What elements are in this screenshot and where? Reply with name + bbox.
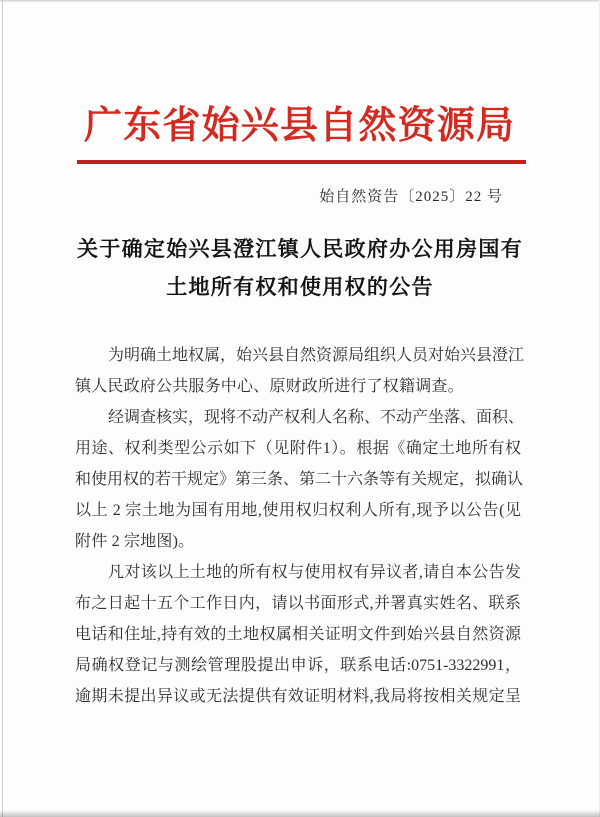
body-line: 逾期未提出异议或无法提供有效证明材料,我局将按相关规定呈	[75, 688, 521, 705]
announcement-title-line2: 土地所有权和使用权的公告	[166, 275, 434, 299]
scan-edge-left	[2, 0, 3, 817]
red-divider-rule	[77, 160, 526, 164]
body-line: 和使用权的若干规定》第三条、第二十六条等有关规定，拟确认	[75, 471, 524, 488]
body-line: 局确权登记与测绘管理股提出申诉，联系电话:0751-3322991，	[75, 657, 521, 674]
body-line: 电话和住址,持有效的土地权属相关证明文件到始兴县自然资源	[75, 626, 521, 643]
agency-letterhead: 广东省始兴县自然资源局	[84, 105, 514, 147]
body-line: 经调查核实，现将不动产权利人名称、不动产坐落、面积、	[108, 409, 525, 426]
body-line: 镇人民政府公共服务中心、原财政所进行了权籍调查。	[75, 378, 464, 395]
announcement-title-line1: 关于确定始兴县澄江镇人民政府办公用房国有	[77, 237, 523, 261]
body-line: 凡对该以上土地的所有权与使用权有异议者,请自本公告发	[108, 564, 521, 581]
scan-edge-top	[0, 0, 600, 2]
body-line: 附件 2 宗地图)。	[75, 533, 195, 550]
body-line: 为明确土地权属，始兴县自然资源局组织人员对始兴县澄江	[108, 347, 525, 364]
body-line: 布之日起十五个工作日内，请以书面形式,并署真实姓名、联系	[75, 595, 521, 612]
document-body	[75, 340, 525, 712]
body-line: 用途、权利类型公示如下（见附件1）。根据《确定土地所有权	[75, 440, 521, 457]
body-line: 以上 2 宗土地为国有用地,使用权归权利人所有,现予以公告(见	[75, 502, 521, 519]
document-number: 始自然资告〔2025〕22 号	[319, 189, 503, 205]
announcement-title	[0, 230, 600, 306]
scan-edge-bottom	[0, 810, 600, 817]
